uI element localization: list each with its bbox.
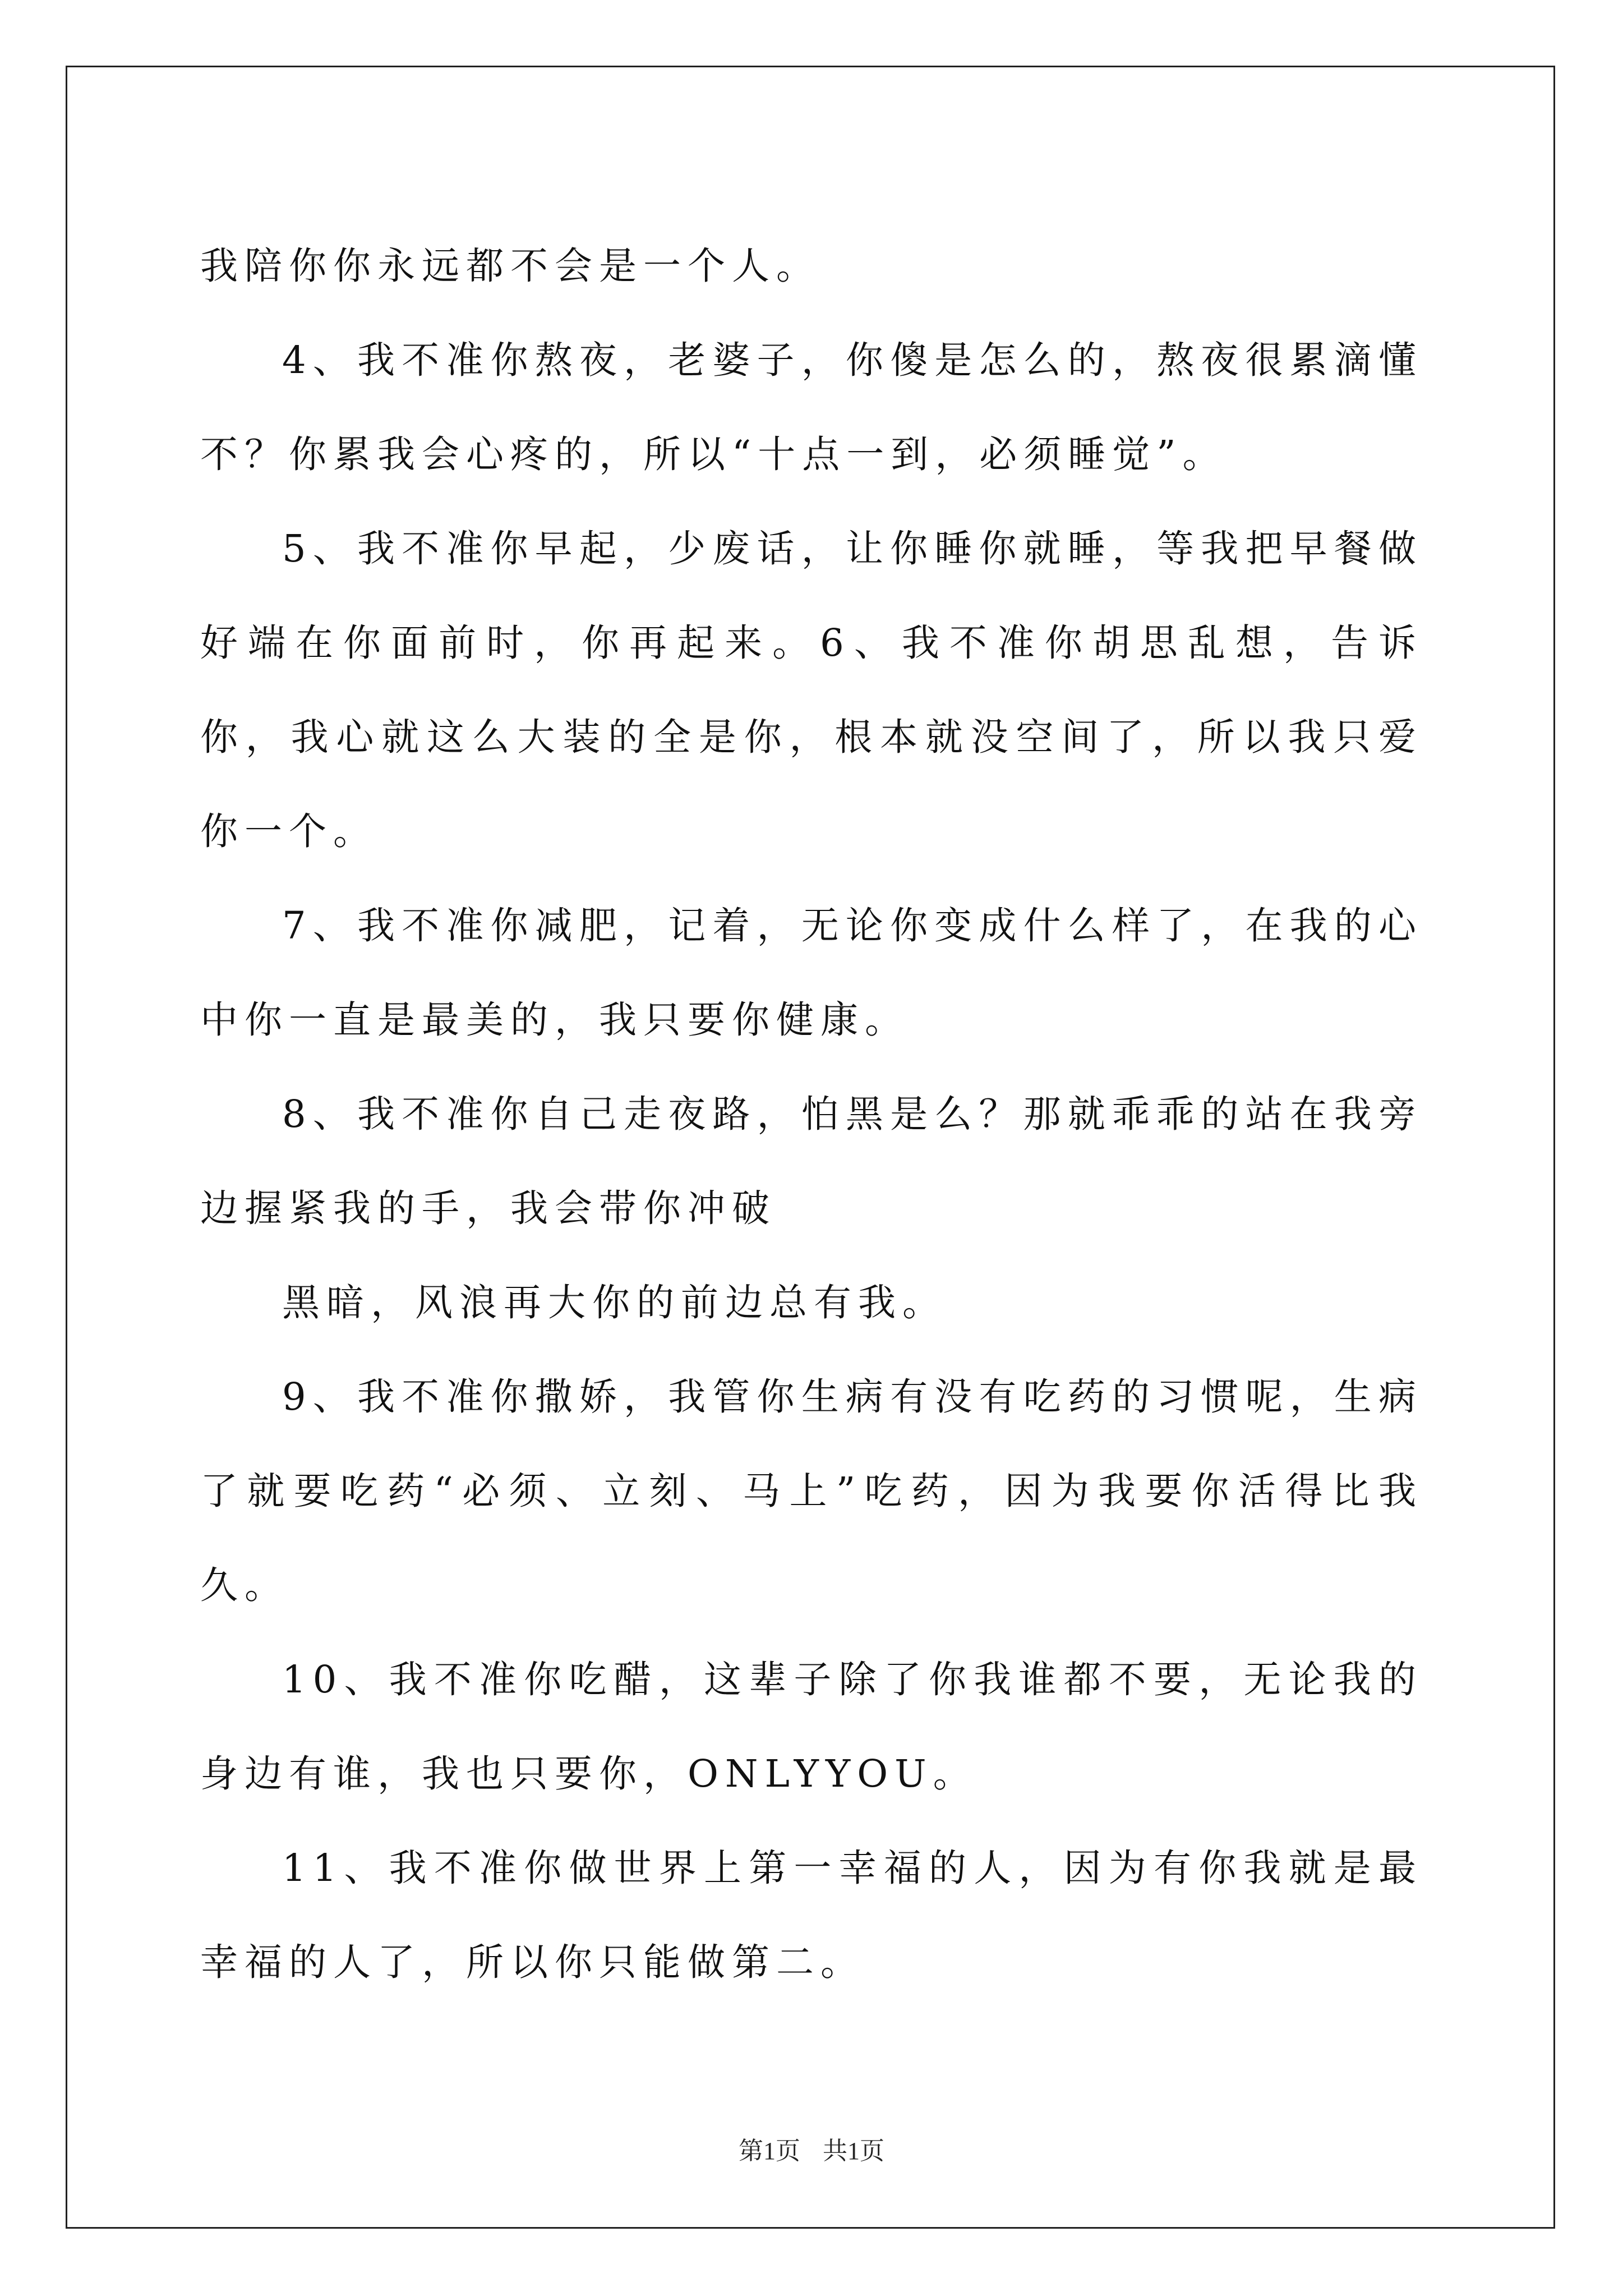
paragraph: 我陪你你永远都不会是一个人。 (200, 244, 820, 288)
paragraph: 4、我不准你熬夜，老婆子，你傻是怎么的，熬夜很累滴懂不？你累我会心疼的，所以“十点一到，必须睡觉”。 (200, 338, 1423, 476)
document-body (200, 219, 1423, 2009)
page-number: 第1页 (739, 2137, 800, 2165)
page-total: 共1页 (823, 2137, 884, 2165)
page-footer (0, 2131, 1623, 2166)
paragraph: 黑暗，风浪再大你的前边总有我。 (282, 1281, 947, 1324)
paragraph: 7、我不准你减肥，记着，无论你变成什么样了，在我的心中你一直是最美的，我只要你健康。 (200, 904, 1423, 1042)
paragraph: 10、我不准你吃醋，这辈子除了你我谁都不要，无论我的身边有谁，我也只要你，ONLYYOU。 (200, 1658, 1423, 1796)
paragraph: 11、我不准你做世界上第一幸福的人，因为有你我就是最幸福的人了，所以你只能做第二。 (200, 1846, 1423, 1984)
paragraph: 5、我不准你早起，少废话，让你睡你就睡，等我把早餐做好端在你面前时，你再起来。6、我不准你胡思乱想，告诉你，我心就这么大装的全是你，根本就没空间了，所以我只爱你一个。 (200, 527, 1423, 853)
paragraph: 8、我不准你自己走夜路，怕黑是么？那就乖乖的站在我旁边握紧我的手，我会带你冲破 (200, 1092, 1423, 1230)
paragraph: 9、我不准你撒娇，我管你生病有没有吃药的习惯呢，生病了就要吃药“必须、立刻、马上”吃药，因为我要你活得比我久。 (200, 1375, 1423, 1607)
